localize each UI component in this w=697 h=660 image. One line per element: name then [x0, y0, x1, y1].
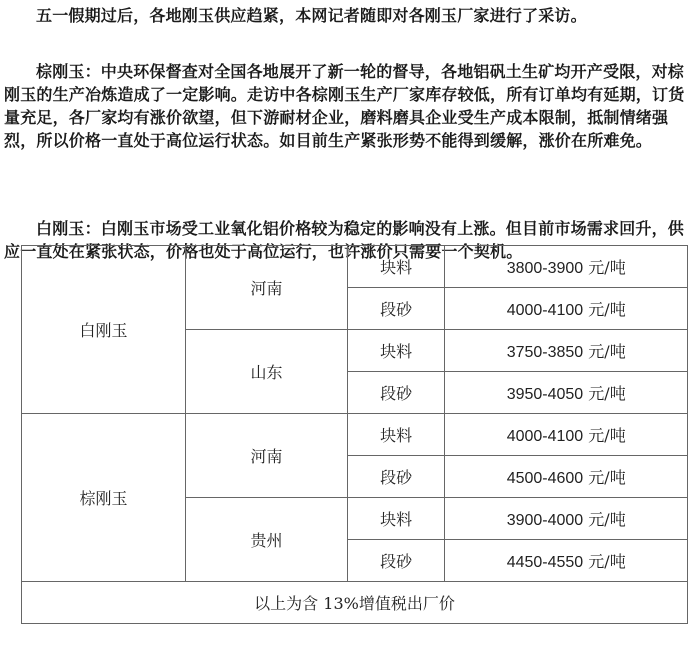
province-cell: 山东 — [185, 330, 347, 414]
price-value: 3800-3900 — [506, 260, 584, 277]
price-unit: 元/吨 — [588, 258, 626, 277]
form-cell: 块料 — [347, 246, 444, 288]
price-cell — [445, 288, 688, 330]
price-cell — [445, 246, 688, 288]
table-row — [22, 246, 688, 288]
price-cell — [445, 498, 688, 540]
price-value: 3950-4050 — [506, 386, 584, 403]
category-cell: 棕刚玉 — [22, 414, 186, 582]
province-cell: 河南 — [185, 414, 347, 498]
price-unit: 元/吨 — [588, 342, 626, 361]
table-row — [22, 414, 688, 456]
price-cell — [445, 330, 688, 372]
price-cell — [445, 540, 688, 582]
price-value: 3900-4000 — [506, 512, 584, 529]
price-unit: 元/吨 — [588, 510, 626, 529]
price-cell — [445, 456, 688, 498]
price-unit: 元/吨 — [588, 384, 626, 403]
white-corundum-paragraph: 白刚玉：白刚玉市场受工业氧化铝价格较为稳定的影响没有上涨。但目前市场需求回升，供应一直处在紧张状态，价格也处于高位运行，也许涨价只需要一个契机。 — [4, 219, 685, 261]
intro-paragraph: 五一假期过后，各地刚玉供应趋紧，本网记者随即对各刚玉厂家进行了采访。 — [36, 6, 587, 25]
form-cell: 段砂 — [347, 456, 444, 498]
price-table — [21, 245, 688, 624]
price-unit: 元/吨 — [588, 552, 626, 571]
price-value: 4000-4100 — [506, 428, 584, 445]
price-unit: 元/吨 — [588, 468, 626, 487]
form-cell: 段砂 — [347, 372, 444, 414]
price-unit: 元/吨 — [588, 300, 626, 319]
price-value: 4500-4600 — [506, 470, 584, 487]
category-cell: 白刚玉 — [22, 246, 186, 414]
form-cell: 段砂 — [347, 540, 444, 582]
form-cell: 块料 — [347, 414, 444, 456]
brown-corundum-paragraph: 棕刚玉：中央环保督查对全国各地展开了新一轮的督导，各地铝矾土生矿均开产受限，对棕刚玉的生产冶炼造成了一定影响。走访中各棕刚玉生产厂家库存较低，所有订单均有延期，订货量充足，各厂家均有涨价欲望，但下游耐材企业，磨料磨具企业受生产成本限制，抵制情绪强烈，所以价格一直处于高位运行状态。如目前生产紧张形势不能得到缓解，涨价在所难免。 — [4, 62, 685, 150]
price-cell — [445, 372, 688, 414]
form-cell: 块料 — [347, 330, 444, 372]
price-unit: 元/吨 — [588, 426, 626, 445]
tax-note: 以上为含 13%增值税出厂价 — [22, 582, 688, 624]
price-value: 4450-4550 — [506, 554, 584, 571]
price-value: 4000-4100 — [506, 302, 584, 319]
table-footer-row — [22, 582, 688, 624]
province-cell: 河南 — [185, 246, 347, 330]
price-cell — [445, 414, 688, 456]
form-cell: 段砂 — [347, 288, 444, 330]
price-value: 3750-3850 — [506, 344, 584, 361]
form-cell: 块料 — [347, 498, 444, 540]
province-cell: 贵州 — [185, 498, 347, 582]
